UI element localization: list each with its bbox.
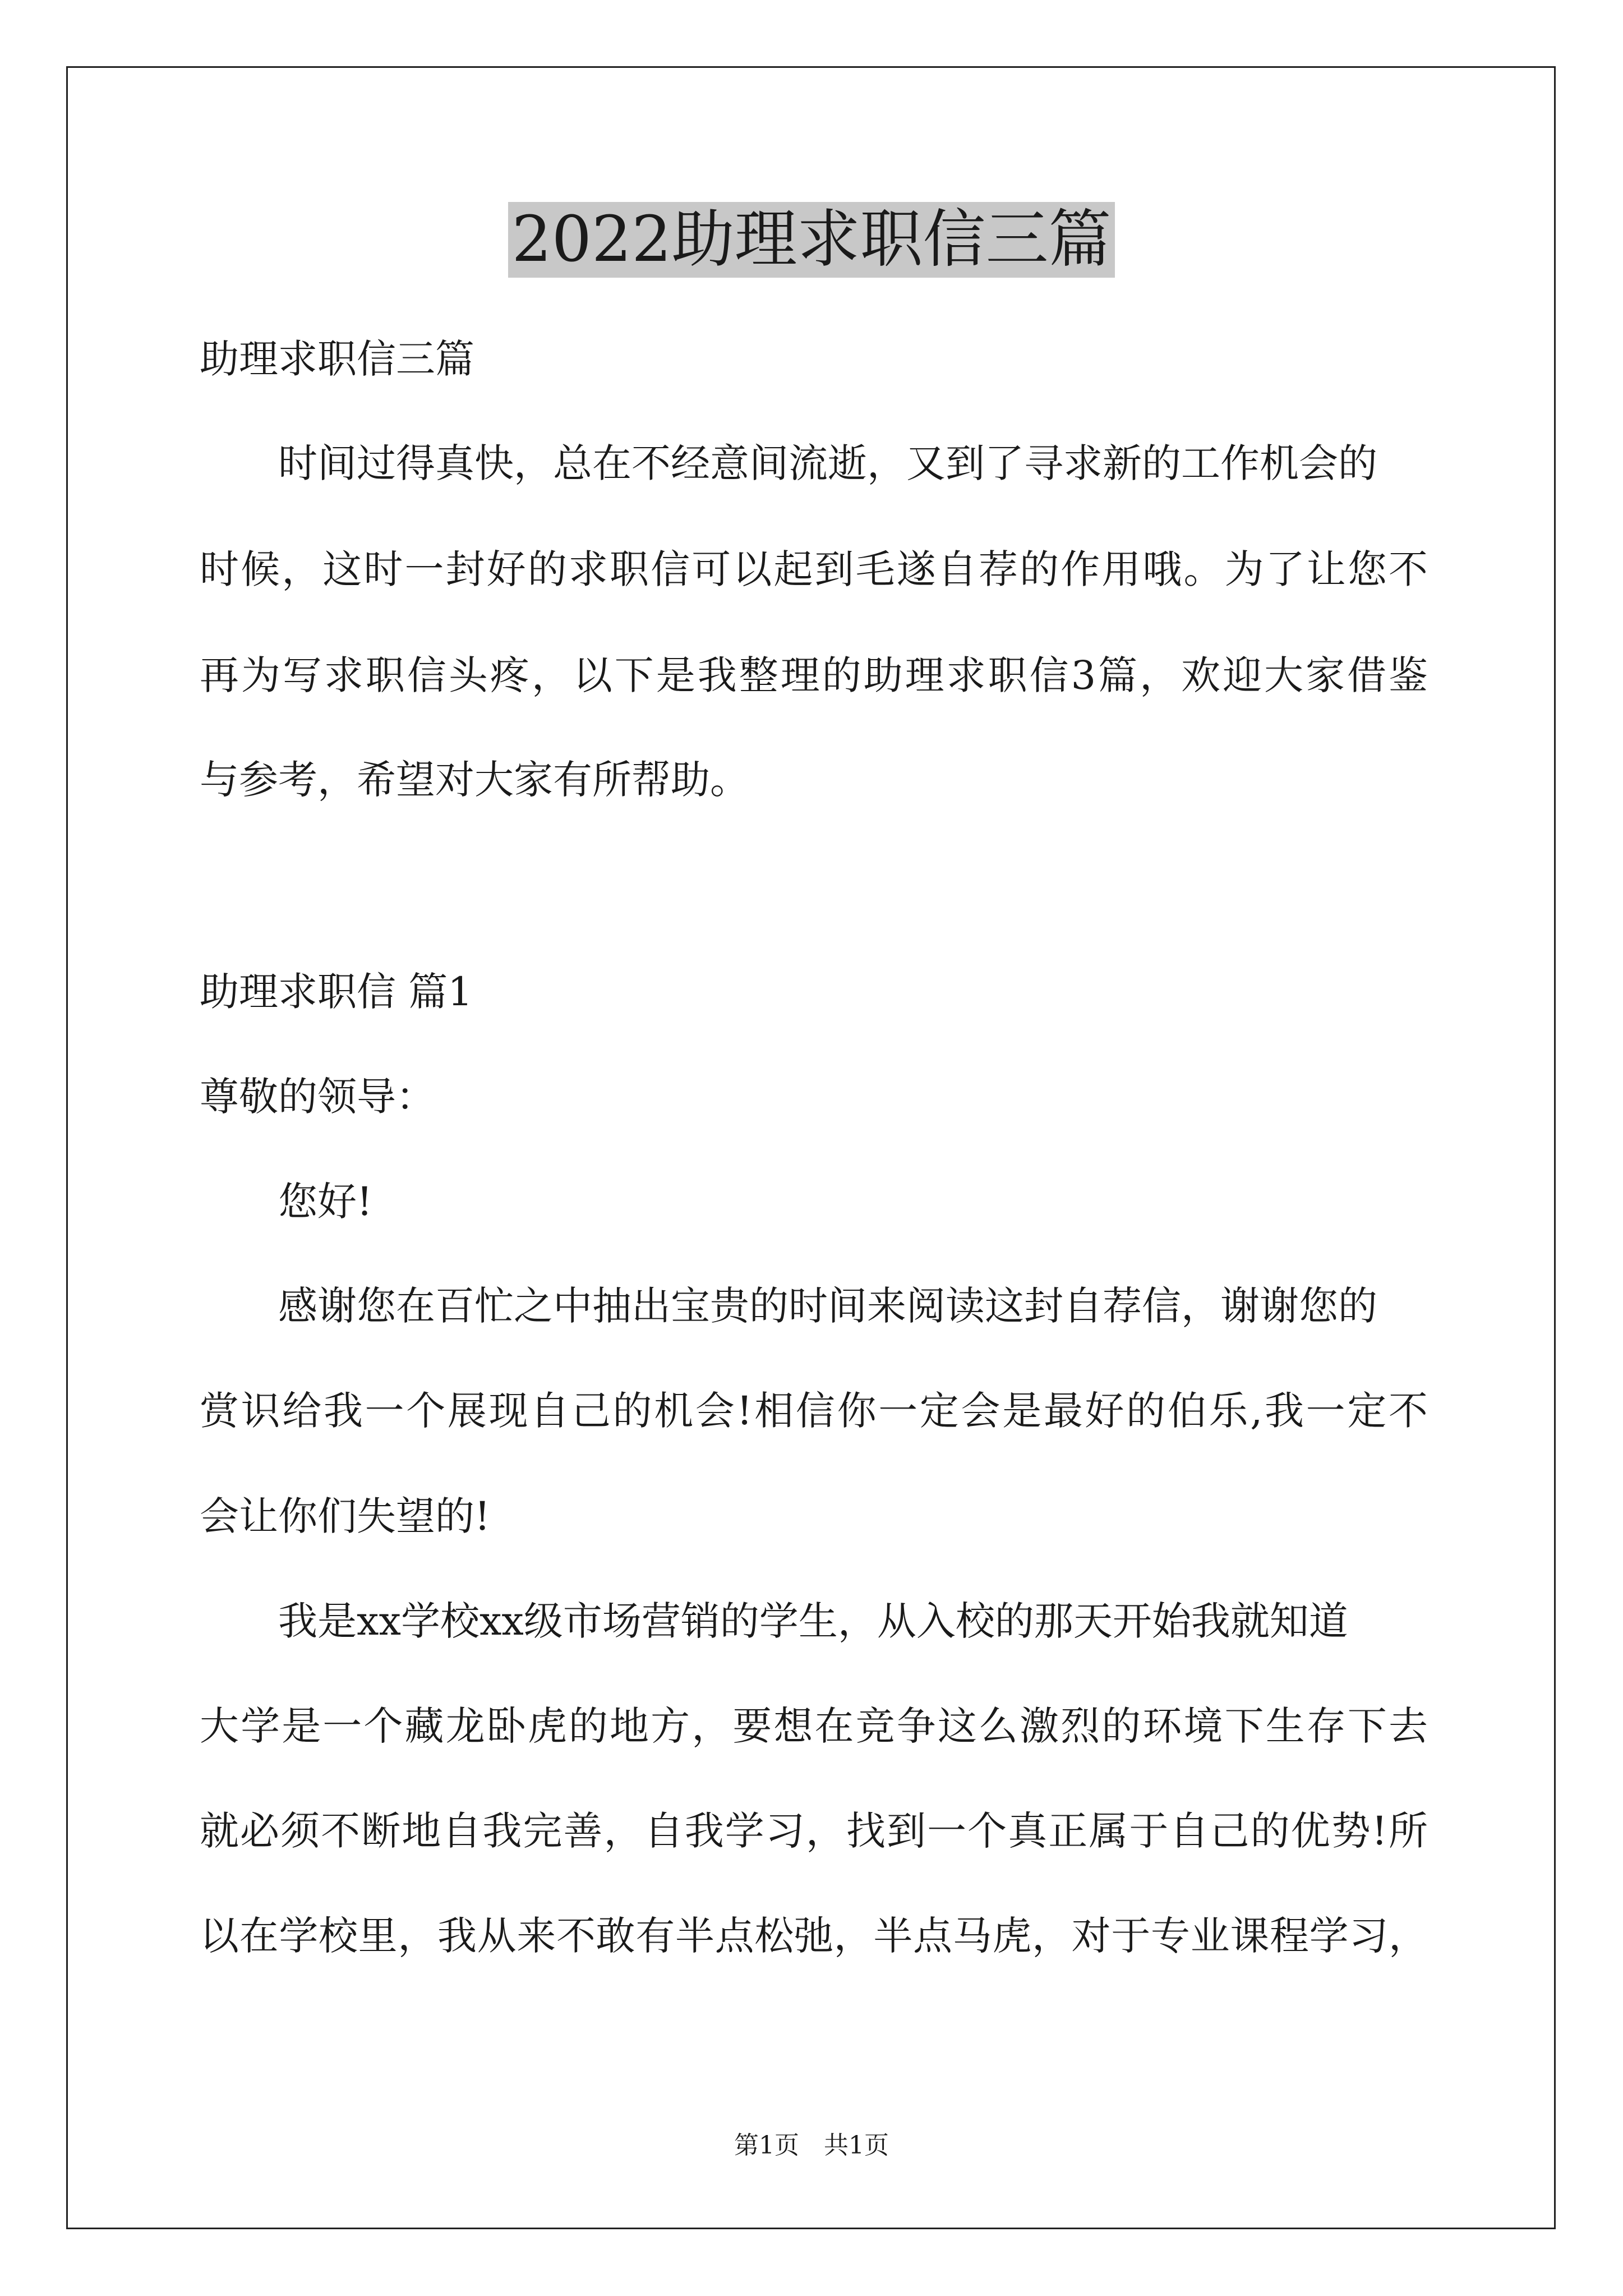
- paragraph-line: 时间过得真快，总在不经意间流逝，又到了寻求新的工作机会的: [278, 440, 1377, 486]
- paragraph-line: 会让你们失望的!: [200, 1493, 491, 1539]
- paragraph-line: 赏识给我一个展现自己的机会!相信你一定会是最好的伯乐,我一定不: [200, 1388, 1428, 1434]
- paragraph-line: 就必须不断地自我完善，自我学习，找到一个真正属于自己的优势!所: [200, 1808, 1428, 1854]
- greeting: 您好!: [278, 1179, 373, 1225]
- paragraph-line: 大学是一个藏龙卧虎的地方，要想在竞争这么激烈的环境下生存下去: [200, 1703, 1428, 1749]
- letter-heading: 助理求职信 篇1: [200, 969, 473, 1015]
- paragraph-line: 感谢您在百忙之中抽出宝贵的时间来阅读这封自荐信，谢谢您的: [278, 1283, 1377, 1329]
- paragraph-line: 以在学校里，我从来不敢有半点松弛，半点马虎，对于专业课程学习，: [200, 1913, 1428, 1959]
- paragraph-line: 再为写求职信头疼，以下是我整理的助理求职信3篇，欢迎大家借鉴: [200, 652, 1428, 698]
- paragraph-line: 我是xx学校xx级市场营销的学生，从入校的那天开始我就知道: [278, 1598, 1348, 1644]
- document-title: 2022助理求职信三篇: [508, 202, 1114, 278]
- paragraph-line: 时候，这时一封好的求职信可以起到毛遂自荐的作用哦。为了让您不: [200, 546, 1428, 592]
- paragraph-line: 与参考，希望对大家有所帮助。: [200, 757, 749, 803]
- salutation: 尊敬的领导：: [200, 1074, 435, 1120]
- title-container: [0, 202, 1623, 278]
- page-number: 第1页 共1页: [734, 2131, 889, 2160]
- page-border: [66, 66, 1556, 2229]
- section-heading: 助理求职信三篇: [200, 336, 474, 382]
